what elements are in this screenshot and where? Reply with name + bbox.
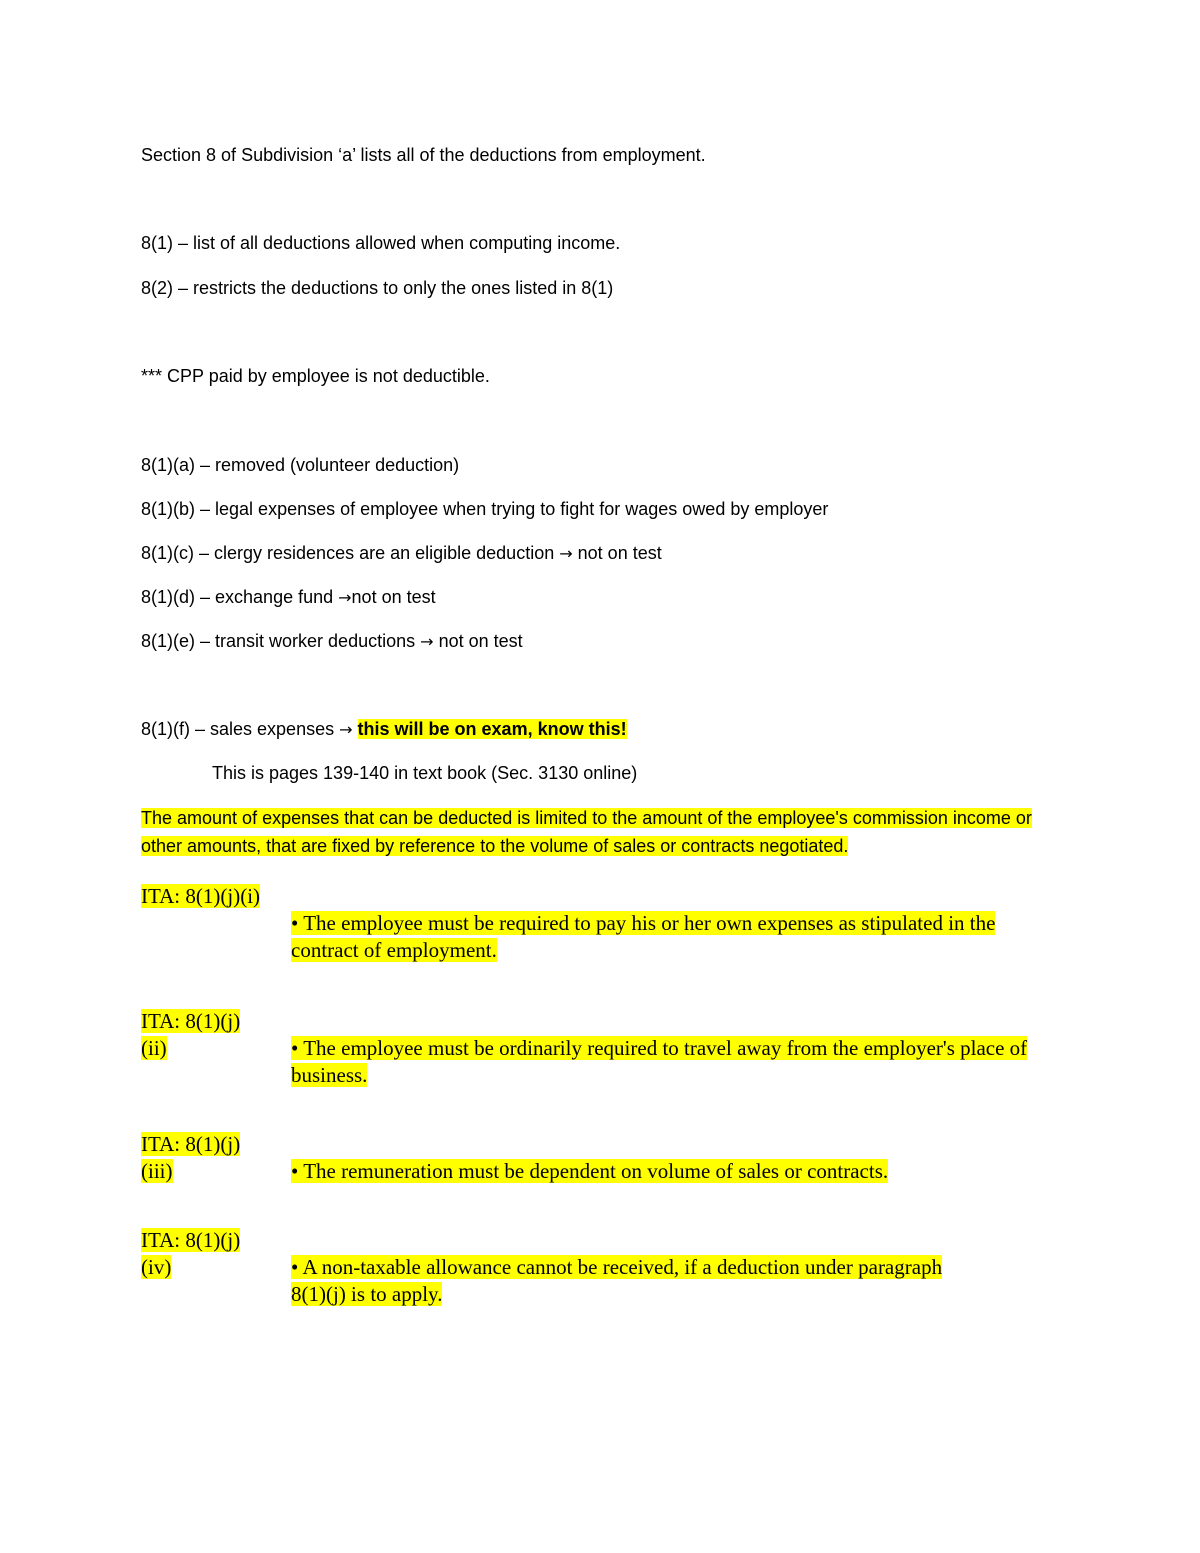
- ita-label-i-line1: ITA: 8(1)(j)(i): [141, 884, 261, 908]
- item-8-1-c-text: 8(1)(c) – clergy residences are an eligible deduction: [141, 543, 555, 563]
- ita-label-iii: [141, 1131, 281, 1185]
- item-8-1-c: [141, 541, 662, 566]
- intro-line: Section 8 of Subdivision ‘a’ lists all of the deductions from employment.: [141, 145, 706, 165]
- cpp-note: *** CPP paid by employee is not deductible.: [141, 366, 490, 386]
- item-8-1-d-note: not on test: [351, 587, 436, 607]
- item-8-1-e: [141, 629, 523, 654]
- item-8-1-a: 8(1)(a) – removed (volunteer deduction): [141, 455, 460, 475]
- ita-label-iv-line2: (iv): [141, 1255, 172, 1279]
- item-8-1-d: [141, 585, 436, 610]
- pages-reference: This is pages 139-140 in text book (Sec. 3130 online): [212, 763, 638, 783]
- ita-label-ii-line2: (ii): [141, 1036, 167, 1060]
- ita-text-i: [291, 910, 1051, 964]
- ita-label-ii: [141, 1008, 281, 1062]
- ita-label-i: [141, 883, 281, 910]
- section-8-2-line: 8(2) – restricts the deductions to only the ones listed in 8(1): [141, 278, 614, 298]
- ita-text-ii-content: • The employee must be ordinarily required to travel away from the employer's place of business.: [291, 1036, 1028, 1087]
- item-8-1-f-text: 8(1)(f) – sales expenses: [141, 719, 335, 739]
- ita-label-iv-line1: ITA: 8(1)(j): [141, 1228, 241, 1252]
- item-8-1-d-text: 8(1)(d) – exchange fund: [141, 587, 334, 607]
- item-8-1-e-note: not on test: [438, 631, 523, 651]
- ita-label-ii-line1: ITA: 8(1)(j): [141, 1009, 241, 1033]
- item-8-1-e-text: 8(1)(e) – transit worker deductions: [141, 631, 416, 651]
- arrow-icon: →: [338, 588, 352, 607]
- item-8-1-f: [141, 717, 627, 742]
- arrow-icon: →: [559, 544, 573, 563]
- ita-text-iii: [291, 1158, 1051, 1185]
- section-8-1-line: 8(1) – list of all deductions allowed when computing income.: [141, 233, 621, 253]
- limit-paragraph: [141, 804, 1041, 860]
- exam-highlight: this will be on exam, know this!: [357, 719, 627, 739]
- ita-label-iii-line2: (iii): [141, 1159, 173, 1183]
- item-8-1-c-note: not on test: [577, 543, 662, 563]
- ita-text-iii-content: • The remuneration must be dependent on volume of sales or contracts.: [291, 1159, 889, 1183]
- arrow-icon: →: [420, 632, 434, 651]
- ita-text-iv: [291, 1254, 951, 1308]
- item-8-1-b: 8(1)(b) – legal expenses of employee when trying to fight for wages owed by employer: [141, 499, 829, 519]
- ita-label-iv: [141, 1227, 281, 1281]
- ita-text-iv-content: • A non-taxable allowance cannot be received, if a deduction under paragraph 8(1)(j) is to apply.: [291, 1255, 943, 1306]
- ita-text-i-content: • The employee must be required to pay his or her own expenses as stipulated in the contract of employment.: [291, 911, 996, 962]
- ita-label-iii-line1: ITA: 8(1)(j): [141, 1132, 241, 1156]
- limit-paragraph-text: The amount of expenses that can be deducted is limited to the amount of the employee's commission income or other amounts, that are fixed by reference to the volume of sales or contracts negotiated.: [141, 808, 1032, 856]
- arrow-icon: →: [339, 720, 353, 739]
- ita-text-ii: [291, 1035, 1051, 1089]
